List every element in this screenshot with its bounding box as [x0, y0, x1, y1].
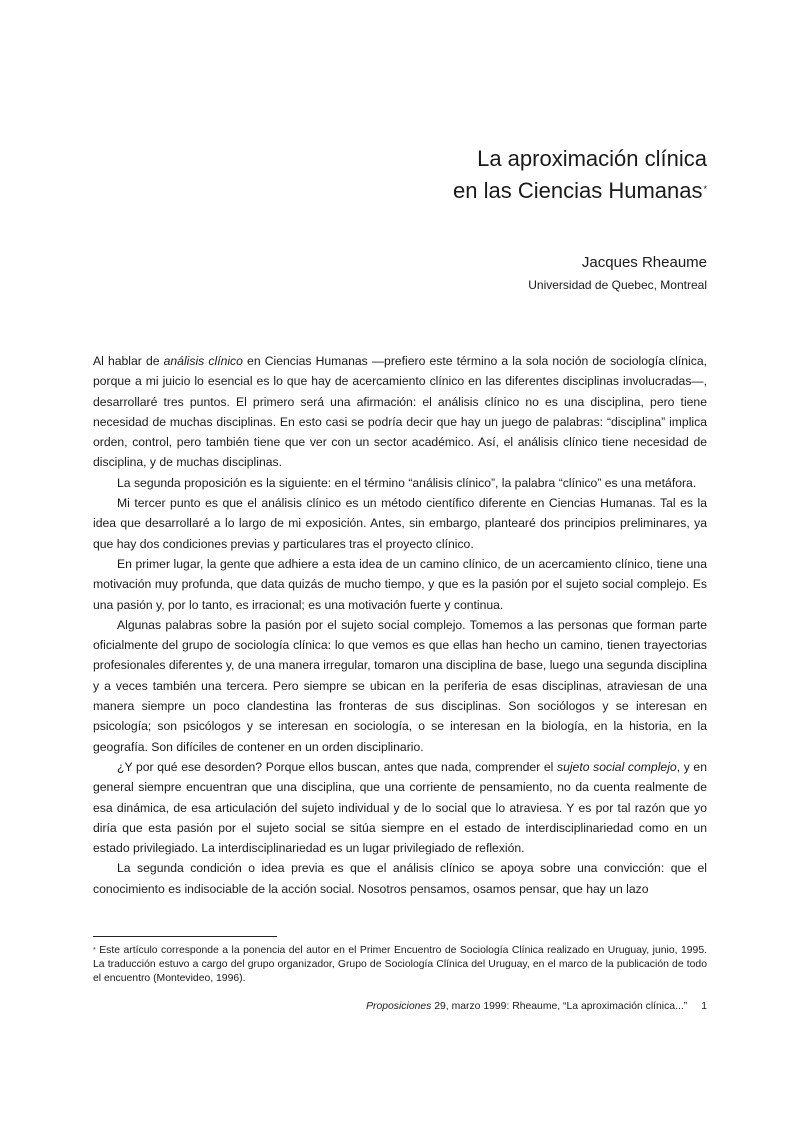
title-line-1: La aproximación clínica — [477, 146, 707, 171]
running-footer — [366, 1001, 707, 1012]
page-title — [453, 143, 707, 207]
paragraph-1 — [93, 351, 707, 473]
paragraph-6-text-a: ¿Y por qué ese desorden? Porque ellos buscan, antes que nada, comprender el — [117, 759, 557, 774]
paragraph-1-emphasis: análisis clínico — [163, 354, 243, 368]
journal-name: Proposiciones — [366, 1001, 432, 1012]
paragraph-7: La segunda condición o idea previa es que el análisis clínico se apoya sobre una convicción: que el conocimiento es indisociable de la acción social. Nosotros pensamos, osamos pensar, que hay un lazo — [93, 861, 707, 896]
paragraph-4: En primer lugar, la gente que adhiere a esta idea de un camino clínico, de un acercamiento clínico, tiene una motivación muy profunda, que data quizás de mucho tiempo, y que es la pasión por el sujeto social complejo. Es una pasión y, por lo tanto, es irracional; es una motivación fuerte y continua. — [93, 556, 707, 612]
footer-citation: 29, marzo 1999: Rheaume, “La aproximación clínica...” — [431, 1001, 688, 1012]
paragraph-6-emphasis: sujeto social complejo — [556, 759, 677, 774]
author-name: Jacques Rheaume — [581, 254, 707, 271]
paragraph-6-text-c: , y en general siempre encuentran que una disciplina, que una corriente de pensamiento, no da cuenta realmente de esa dinámica, de esa articulación del sujeto individual y de lo social que lo atraviesa. Y es por tal razón que yo diría que esta pasión por el sujeto social se sitúa siempre en el estado de interdisciplinariedad como en un estado privilegiado. La interdisciplinariedad es un lugar privilegiado de reflexión. — [93, 759, 707, 856]
footnote — [93, 944, 707, 986]
footnote-marker: * — [93, 947, 96, 954]
footnote-text: Este artículo corresponde a la ponencia del autor en el Primer Encuentro de Sociología Clínica realizado en Uruguay, junio, 1995. La traducción estuvo a cargo del grupo organizador, Grupo de Sociología Clínica del Uruguay, en el marco de la publicación de todo el encuentro (Montevideo, 1996). — [93, 945, 707, 984]
title-footnote-marker[interactable]: * — [703, 184, 707, 194]
paragraph-6 — [93, 757, 707, 858]
footnote-divider — [93, 936, 277, 937]
paragraph-2: La segunda proposición es la siguiente: en el término “análisis clínico”, la palabra “clínico” es una metáfora. — [117, 475, 697, 490]
paragraph-5: Algunas palabras sobre la pasión por el sujeto social complejo. Tomemos a las personas que forman parte oficialmente del grupo de sociología clínica: lo que vemos es que ellas han hecho un camino, tienen trayectorias profesionales diferentes y, de una manera irregular, tomaron una disciplina de base, luego una segunda disciplina y a veces también una tercera. Pero siempre se ubican en la periferia de esas disciplinas, atraviesan de una manera siempre un poco clandestina las fronteras de sus disciplinas. Son sociólogos y se interesan en psicología; son psicólogos y se interesan en sociología, o se interesan en la biología, en la historia, en la geografía. Son difíciles de contener en un orden disciplinario. — [93, 617, 707, 754]
article-body — [93, 351, 707, 899]
title-line-2 — [453, 175, 707, 207]
page-number: 1 — [701, 1001, 707, 1012]
title-line-2-text: en las Ciencias Humanas — [453, 178, 703, 203]
author-affiliation: Universidad de Quebec, Montreal — [528, 278, 707, 292]
paragraph-1-text-a: Al hablar de — [93, 354, 164, 368]
paragraph-1-text-c: en Ciencias Humanas —prefiero este término a la sola noción de sociología clínica, porque a mi juicio lo esencial es lo que hay de acercamiento clínico en las diferentes disciplinas involucradas—, desarrollaré tres puntos. El primero será una afirmación: el análisis clínico no es una disciplina, pero tiene necesidad de muchas disciplinas. En esto casi se podría decir que hay un juego de palabras: “disciplina” implica orden, control, pero también tiene que ver con un sector académico. Así, el análisis clínico tiene necesidad de disciplina, y de muchas disciplinas. — [93, 354, 707, 470]
paragraph-3: Mi tercer punto es que el análisis clínico es un método científico diferente en Ciencias Humanas. Tal es la idea que desarrollaré a lo largo de mi exposición. Antes, sin embargo, plantearé dos principios preliminares, ya que hay dos condiciones previas y particulares tras el proyecto clínico. — [93, 496, 707, 551]
